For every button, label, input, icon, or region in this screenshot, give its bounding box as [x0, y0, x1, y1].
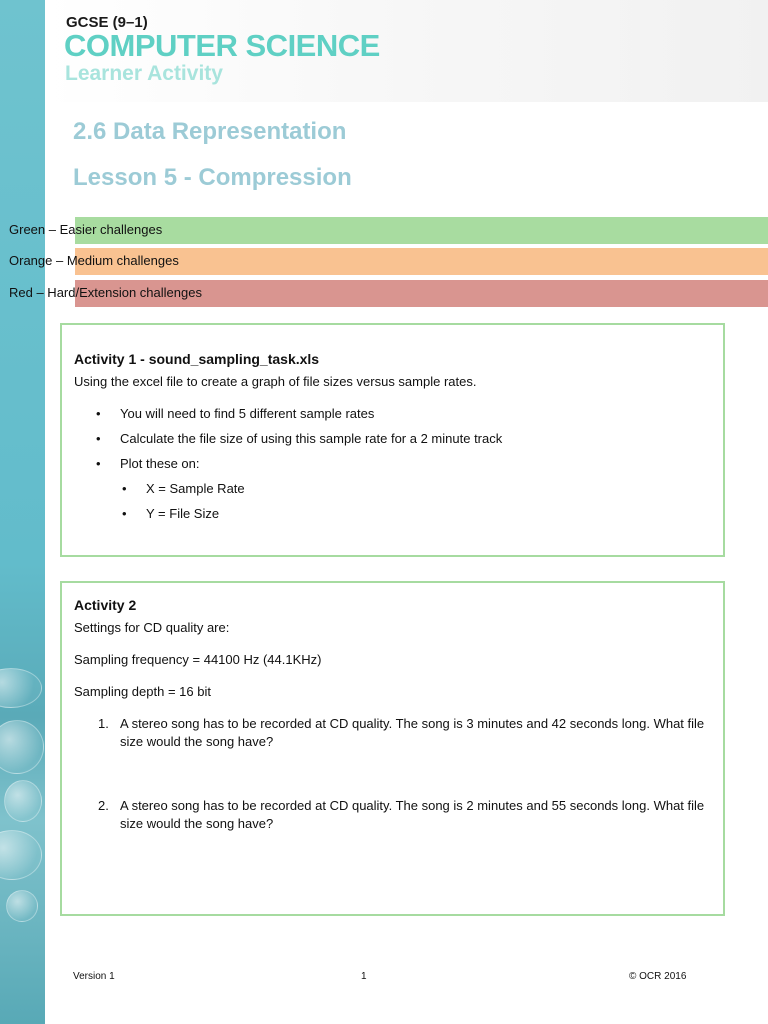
activity-2-intro: Settings for CD quality are: — [74, 620, 230, 635]
activity-1-box — [60, 323, 725, 557]
question-text: A stereo song has to be recorded at CD quality. The song is 3 minutes and 42 seconds long. What file size would the song have? — [120, 716, 705, 749]
bubble-decoration — [0, 720, 44, 774]
activity-1-title: Activity 1 - sound_sampling_task.xls — [74, 351, 320, 367]
activity-1-sub-bullet-list — [74, 480, 711, 530]
decorative-side-strip — [0, 0, 45, 1024]
lesson-title: Lesson 5 - Compression — [73, 164, 352, 191]
bullet-item: • You will need to find 5 different sample rates — [74, 405, 711, 430]
sub-bullet-item: • X = Sample Rate — [74, 480, 711, 505]
activity-2-title: Activity 2 — [74, 597, 137, 613]
activity-1-content — [74, 351, 711, 530]
green-color-bar — [75, 217, 768, 244]
difficulty-key-label: Green – Easier challenges — [9, 222, 163, 237]
footer-version: Version 1 — [73, 971, 115, 982]
bubble-decoration — [4, 780, 42, 822]
footer-copyright: © OCR 2016 — [629, 971, 687, 982]
question-number: 1. — [98, 716, 109, 731]
bubble-decoration — [6, 890, 38, 922]
qualification-label: GCSE (9–1) — [66, 14, 148, 31]
subject-title: COMPUTER SCIENCE — [64, 28, 380, 63]
question-item — [74, 797, 711, 833]
bubble-decoration — [0, 668, 42, 708]
section-title: 2.6 Data Representation — [73, 118, 347, 145]
difficulty-key-label: Red – Hard/Extension challenges — [9, 285, 202, 300]
activity-2-question-list — [74, 715, 711, 833]
question-number: 2. — [98, 798, 109, 813]
question-text: A stereo song has to be recorded at CD quality. The song is 2 minutes and 55 seconds long. What file size would the song have? — [120, 798, 705, 831]
sub-bullet-item: • Y = File Size — [74, 505, 711, 530]
bullet-item: • Calculate the file size of using this sample rate for a 2 minute track — [74, 430, 711, 455]
activity-1-intro: Using the excel file to create a graph of file sizes versus sample rates. — [74, 374, 477, 389]
document-type-label: Learner Activity — [65, 62, 223, 85]
difficulty-key-green — [0, 217, 768, 244]
difficulty-key-orange — [0, 248, 768, 275]
bubble-decoration — [0, 830, 42, 880]
activity-1-bullet-list — [74, 405, 711, 480]
sampling-depth: Sampling depth = 16 bit — [74, 684, 211, 699]
footer-page-number: 1 — [361, 971, 367, 982]
activity-2-box — [60, 581, 725, 916]
difficulty-key-red — [0, 280, 768, 307]
activity-2-content — [74, 597, 711, 833]
difficulty-key-label: Orange – Medium challenges — [9, 253, 179, 268]
question-item — [74, 715, 711, 751]
sampling-frequency: Sampling frequency = 44100 Hz (44.1KHz) — [74, 652, 322, 667]
bullet-item: • Plot these on: — [74, 455, 711, 480]
